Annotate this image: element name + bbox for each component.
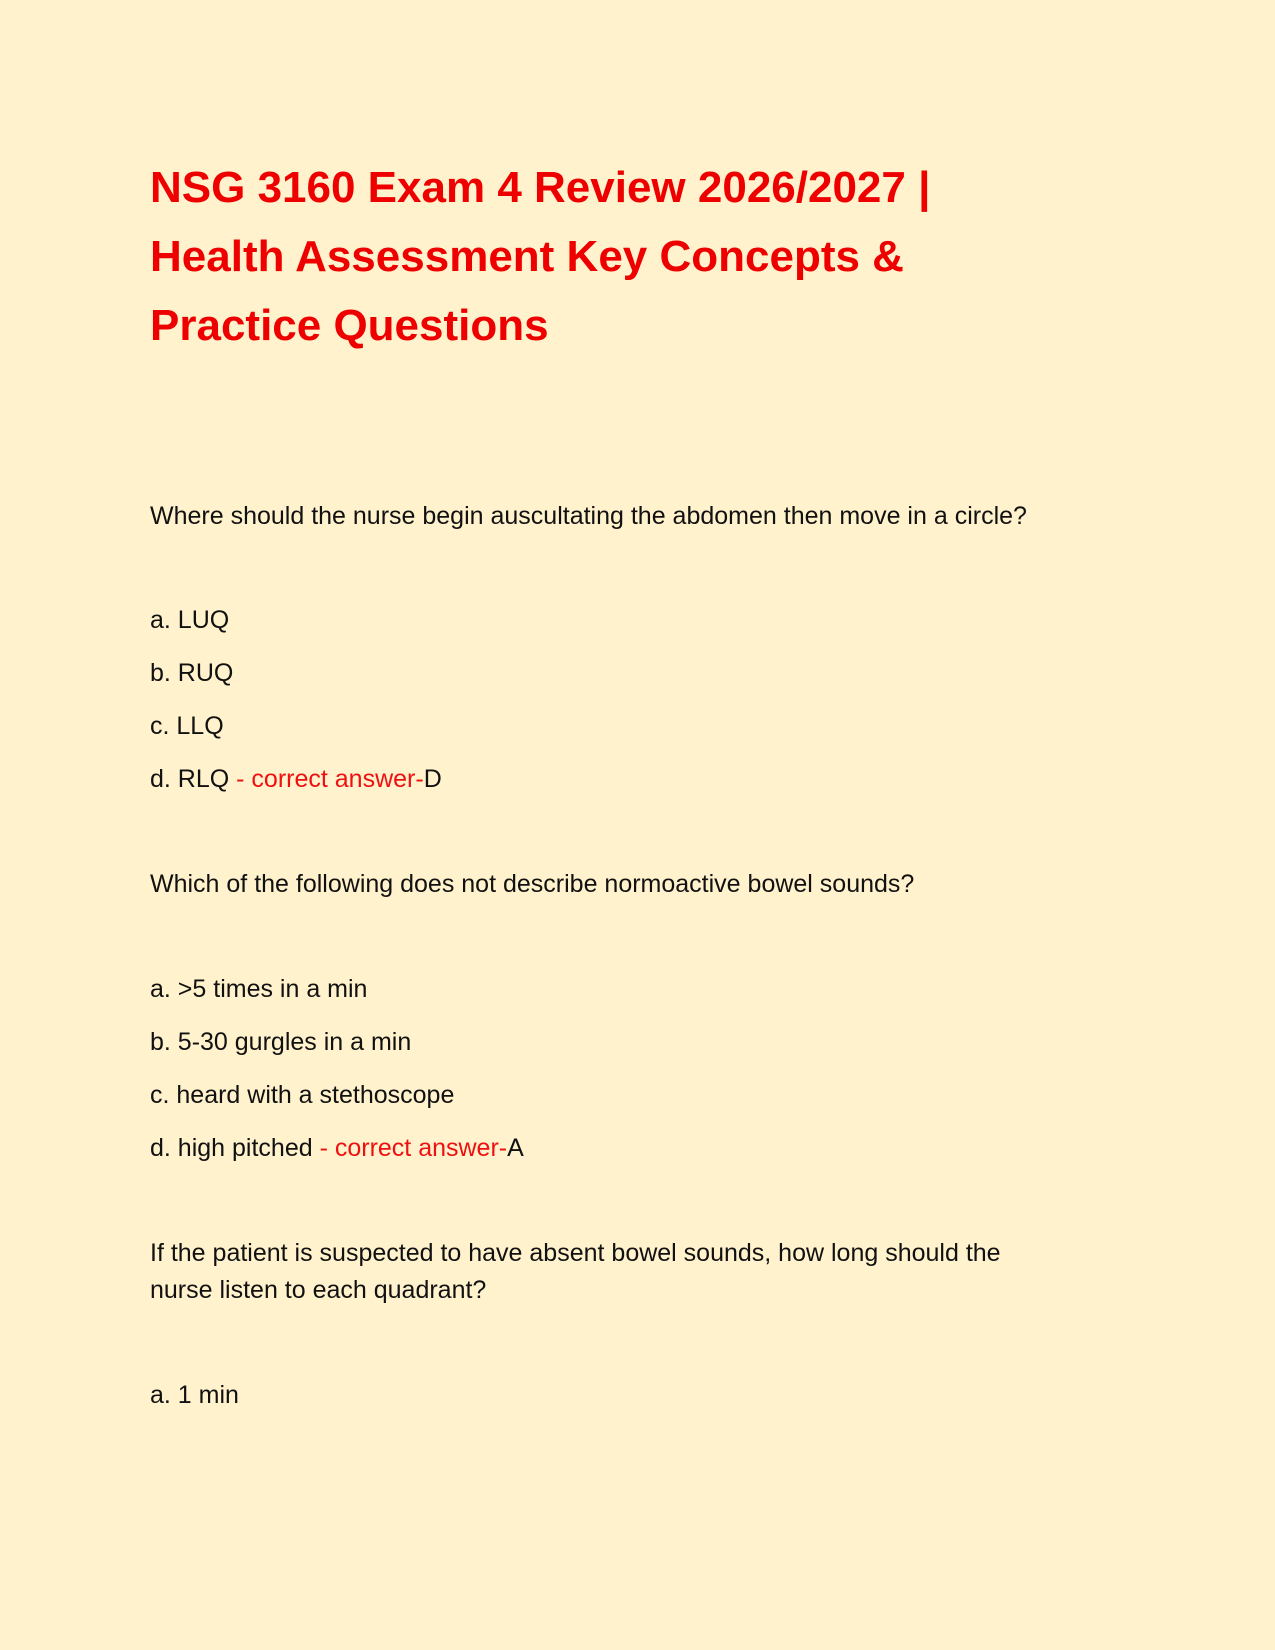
question-1-option-d-text: d. RLQ (150, 765, 237, 793)
question-1-option-d (150, 761, 442, 797)
document-title (150, 153, 1110, 360)
question-2-answer-value: A (507, 1134, 524, 1162)
question-2-option-a: a. >5 times in a min (150, 975, 368, 1003)
question-1-option-a: a. LUQ (150, 606, 230, 634)
question-3-text-line-1: If the patient is suspected to have absent bowel sounds, how long should the (150, 1239, 1001, 1267)
question-3-text-line-2: nurse listen to each quadrant? (150, 1276, 487, 1304)
question-1-answer-label: - correct answer- (236, 765, 424, 793)
question-2-option-c: c. heard with a stethoscope (150, 1081, 455, 1109)
question-2-option-d (150, 1130, 524, 1166)
question-1-option-b: b. RUQ (150, 659, 234, 687)
title-line-2: Health Assessment Key Concepts & (150, 232, 904, 281)
title-line-3: Practice Questions (150, 301, 549, 350)
question-2-option-b: b. 5-30 gurgles in a min (150, 1028, 412, 1056)
question-3-option-a: a. 1 min (150, 1381, 239, 1409)
question-1-answer-value: D (423, 765, 442, 793)
question-1-option-c: c. LLQ (150, 712, 224, 740)
title-line-1: NSG 3160 Exam 4 Review 2026/2027 | (150, 163, 931, 212)
question-2-option-d-text: d. high pitched (150, 1134, 320, 1162)
question-2-answer-label: - correct answer- (319, 1134, 508, 1162)
question-2-text: Which of the following does not describe normoactive bowel sounds? (150, 870, 915, 898)
question-1-text: Where should the nurse begin auscultating the abdomen then move in a circle? (150, 502, 1027, 530)
